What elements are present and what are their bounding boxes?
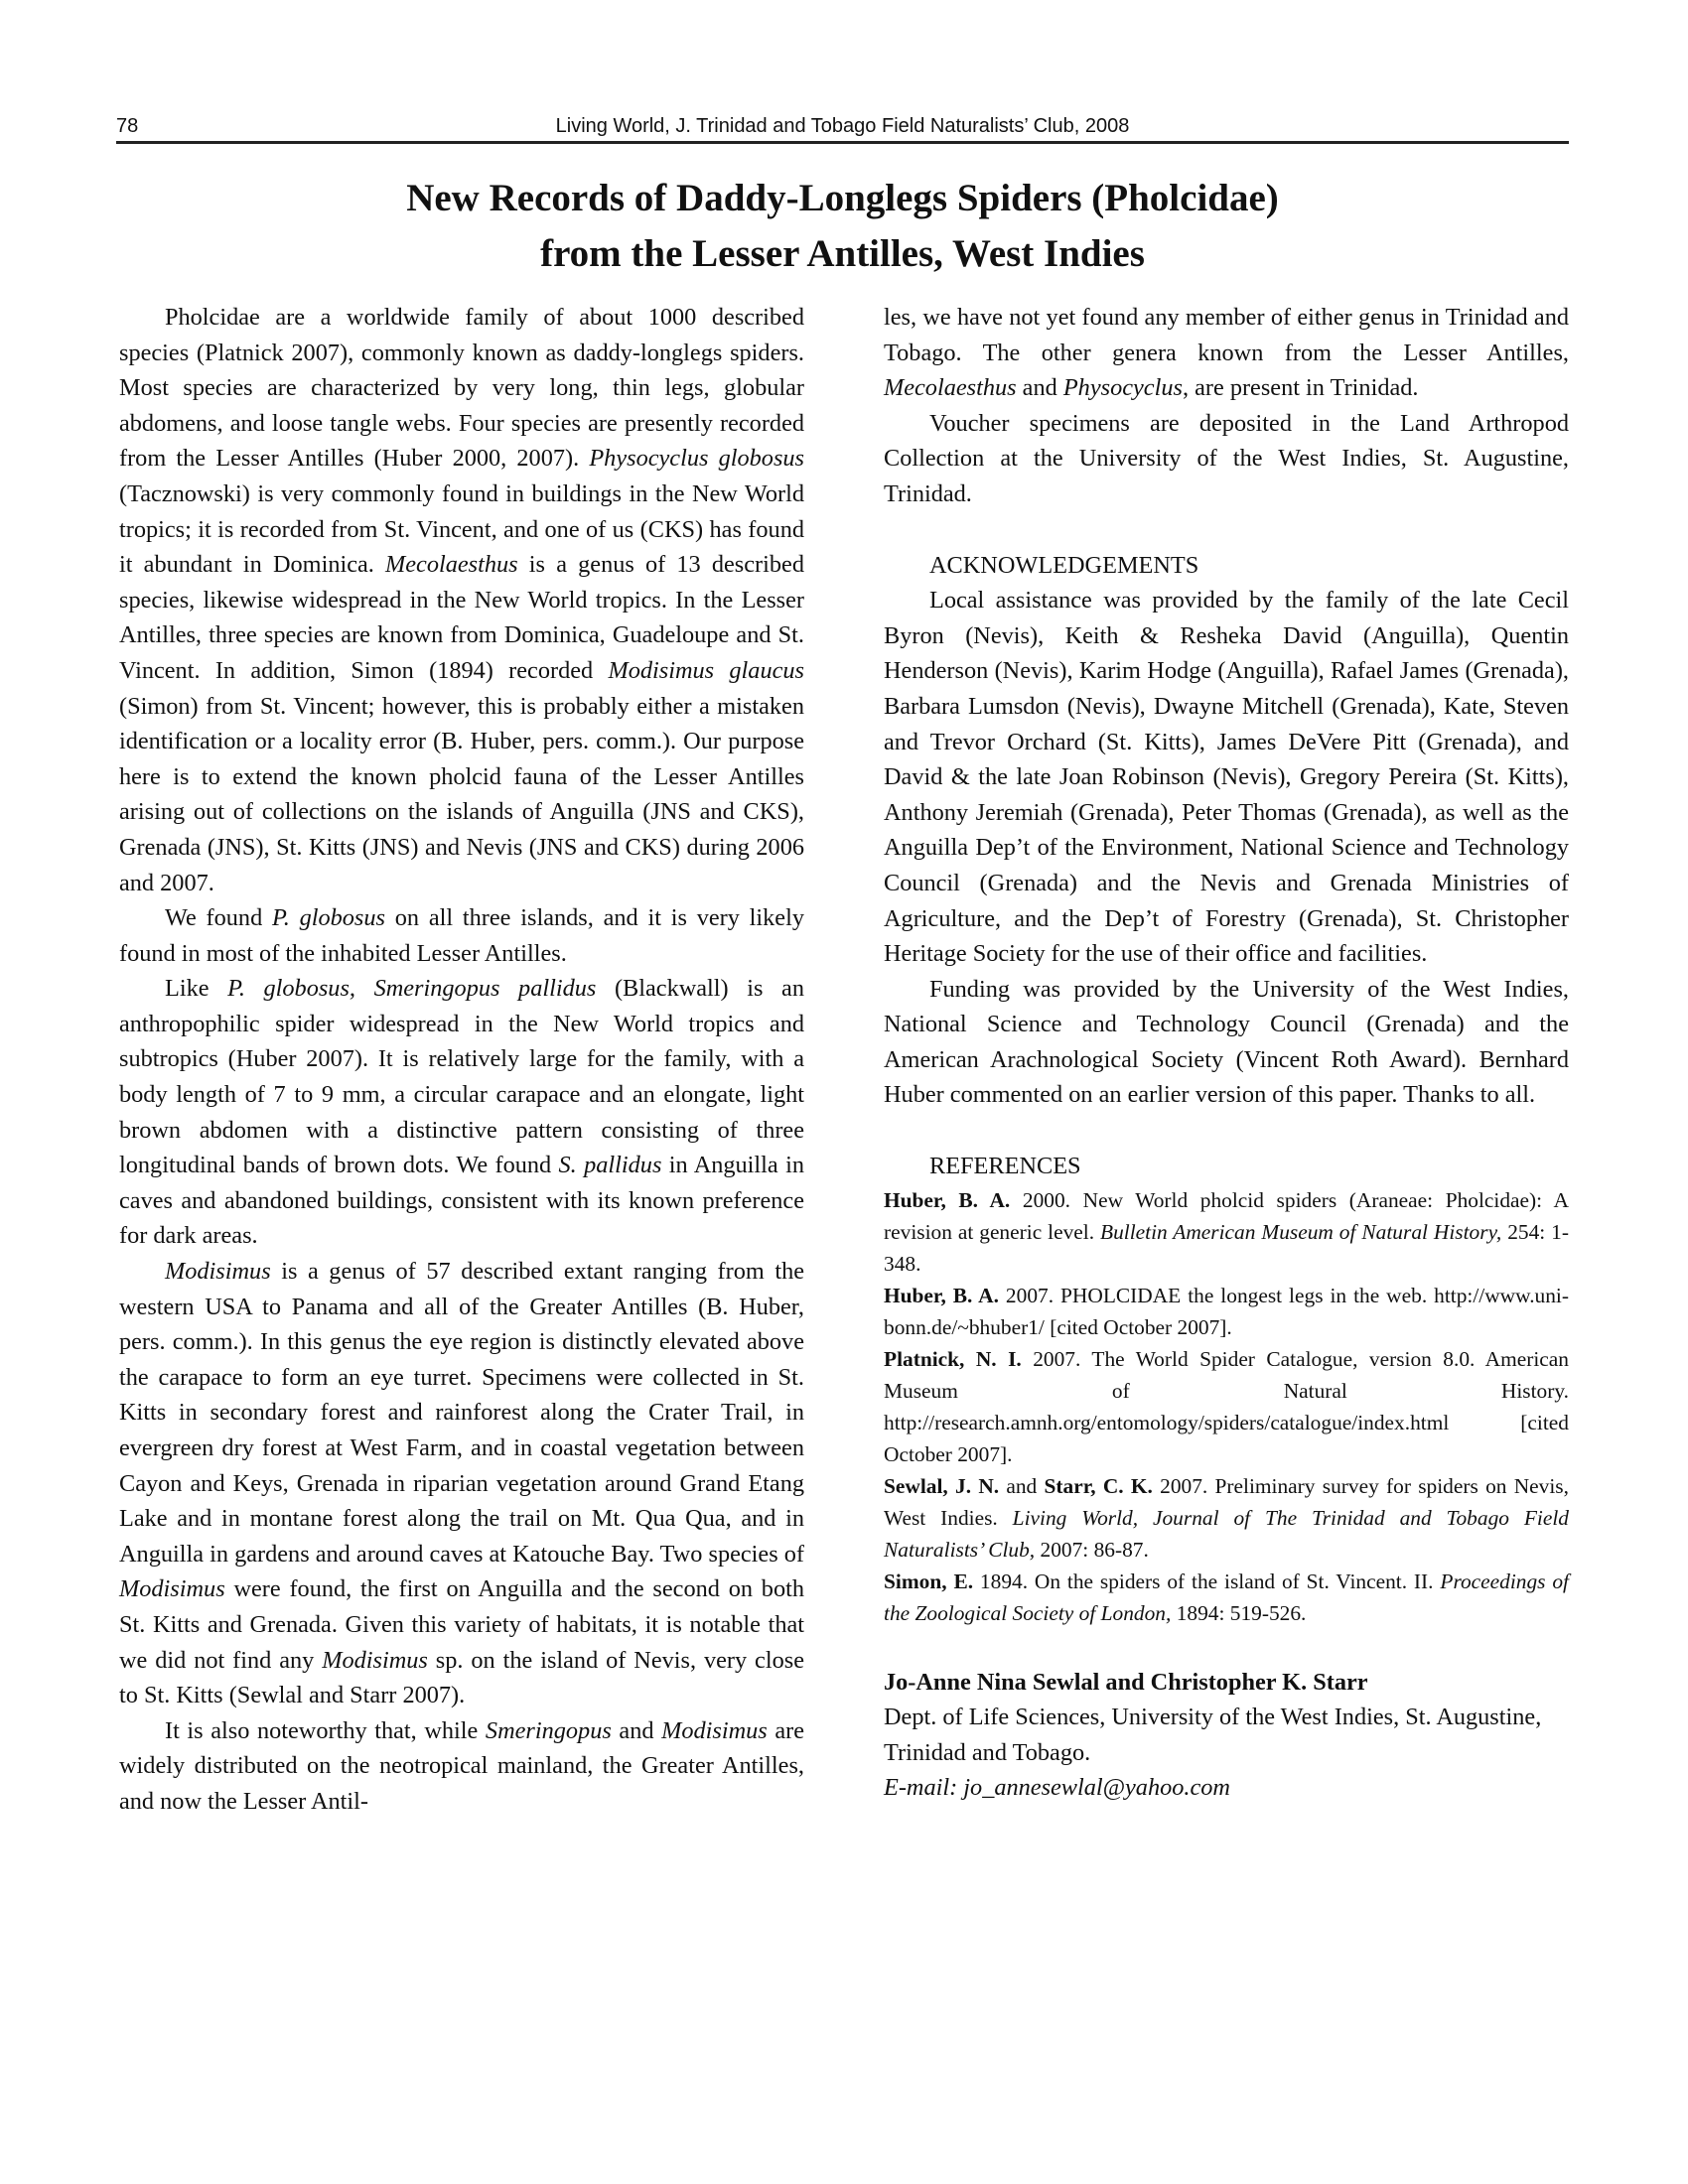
reference-item: Huber, B. A. 2007. PHOLCIDAE the longest legs in the web. http://www.uni-bonn.de/~bhuber1/ [cited October 2007]. [884, 1283, 1569, 1339]
paragraph: Funding was provided by the University of the West Indies, National Science and Technology Council (Grenada) and the American Arachnological Society (Vincent Roth Award). Bernhard Huber commented on an earlier version of this paper. Thanks to all. [884, 975, 1569, 1109]
journal-title: Living World, J. Trinidad and Tobago Field Naturalists’ Club, 2008 [555, 115, 1130, 137]
paragraph: Voucher specimens are deposited in the Land Arthropod Collection at the University of the West Indies, St. Augustine, Trinidad. [884, 409, 1569, 507]
paragraph: Modisimus is a genus of 57 described extant ranging from the western USA to Panama and all of the Greater Antilles (B. Huber, pers. comm.). In this genus the eye region is distinctly elevated above the carapace to form an eye turret. Specimens were collected in St. Kitts in secondary forest and rainforest along the Crater Trail, in evergreen dry forest at West Farm, and in coastal vegetation between Cayon and Keys, Grenada in riparian vegetation around Grand Etang Lake and in montane forest along the trail on Mt. Qua Qua, and in Anguilla in gardens and around caves at Katouche Bay. Two species of Modisimus were found, the first on Anguilla and the second on both St. Kitts and Grenada. Given this variety of habitats, it is notable that we did not find any Modisimus sp. on the island of Nevis, very close to St. Kitts (Sewlal and Starr 2007). [119, 1258, 804, 1709]
title-line-2: from the Lesser Antilles, West Indies [540, 232, 1145, 275]
references-heading: REFERENCES [929, 1153, 1081, 1180]
title-line-1: New Records of Daddy-Longlegs Spiders (Pholcidae) [406, 177, 1279, 219]
paragraph: It is also noteworthy that, while Smeringopus and Modisimus are widely distributed on the neotropical mainland, the Greater Antilles, and now the Lesser Antil- [119, 1716, 805, 1815]
paragraph: les, we have not yet found any member of either genus in Trinidad and Tobago. The other genera known from the Lesser Antilles, Mecolaesthus and Physocyclus, are present in Trinidad. [884, 304, 1569, 402]
reference-list [884, 1184, 1569, 1629]
paragraph: Pholcidae are a worldwide family of about 1000 described species (Platnick 2007), commonly known as daddy-longlegs spiders. Most species are characterized by very long, thin legs, globular abdomens, and loose tangle webs. Four species are presently recorded from the Lesser Antilles (Huber 2000, 2007). Physocyclus globosus (Tacznowski) is very commonly found in buildings in the New World tropics; it is recorded from St. Vincent, and one of us (CKS) has found it abundant in Dominica. Mecolaesthus is a genus of 13 described species, likewise widespread in the New World tropics. In the Lesser Antilles, three species are known from Dominica, Guadeloupe and St. Vincent. In addition, Simon (1894) recorded Modisimus glaucus (Simon) from St. Vincent; however, this is probably either a mistaken identification or a locality error (B. Huber, pers. comm.). Our purpose here is to extend the known pholcid fauna of the Lesser Antilles arising out of collections on the islands of Anguilla (JNS and CKS), Grenada (JNS), St. Kitts (JNS) and Nevis (JNS and CKS) during 2006 and 2007. [119, 304, 804, 896]
paragraph: Like P. globosus, Smeringopus pallidus (Blackwall) is an anthropophilic spider widespread in the New World tropics and subtropics (Huber 2007). It is relatively large for the family, with a body length of 7 to 9 mm, a circular carapace and an elongate, light brown abdomen with a distinctive pattern consisting of three longitudinal bands of brown dots. We found S. pallidus in Anguilla in caves and abandoned buildings, consistent with its known preference for dark areas. [119, 975, 804, 1250]
paragraph: Local assistance was provided by the family of the late Cecil Byron (Nevis), Keith & Resheka David (Anguilla), Quentin Henderson (Nevis), Karim Hodge (Anguilla), Rafael James (Grenada), Barbara Lumsdon (Nevis), Dwayne Mitchell (Grenada), Kate, Steven and Trevor Orchard (St. Kitts), James DeVere Pitt (Grenada), and David & the late Joan Robinson (Nevis), Gregory Pereira (St. Kitts), Anthony Jeremiah (Grenada), Peter Thomas (Grenada), as well as the Anguilla Dep’t of the Environment, National Science and Technology Council (Grenada) and the Nevis and Grenada Ministries of Agriculture, and the Dep’t of Forestry (Grenada), St. Christopher Heritage Society for the use of their office and facilities. [884, 587, 1569, 968]
author-email: E-mail: jo_annesewlal@yahoo.com [884, 1774, 1230, 1802]
acknowledgements-heading: ACKNOWLEDGEMENTS [929, 551, 1199, 579]
reference-item: Simon, E. 1894. On the spiders of the island of St. Vincent. II. Proceedings of the Zoological Society of London, 1894: 519-526. [884, 1569, 1569, 1625]
paragraph: We found P. globosus on all three islands, and it is very likely found in most of the inhabited Lesser Antilles. [119, 904, 804, 967]
running-header [116, 109, 1569, 144]
left-column [119, 300, 804, 1820]
article-title [116, 171, 1569, 282]
author-affiliation: Dept. of Life Sciences, University of the West Indies, St. Augustine, Trinidad and Tobago. [884, 1704, 1542, 1766]
page-number: 78 [116, 115, 139, 137]
reference-item: Platnick, N. I. 2007. The World Spider Catalogue, version 8.0. American Museum of Natural History. http://research.amnh.org/entomology/spiders/catalogue/index.html [cited October 2007]. [884, 1346, 1569, 1466]
reference-item: Sewlal, J. N. and Starr, C. K. 2007. Preliminary survey for spiders on Nevis, West Indies. Living World, Journal of The Trinidad and Tobago Field Naturalists’ Club, 2007: 86-87. [884, 1473, 1570, 1562]
reference-item: Huber, B. A. 2000. New World pholcid spiders (Araneae: Pholcidae): A revision at generic level. Bulletin American Museum of Natural History, 254: 1-348. [884, 1187, 1569, 1276]
right-column [884, 300, 1569, 1806]
author-names: Jo-Anne Nina Sewlal and Christopher K. Starr [884, 1668, 1368, 1696]
